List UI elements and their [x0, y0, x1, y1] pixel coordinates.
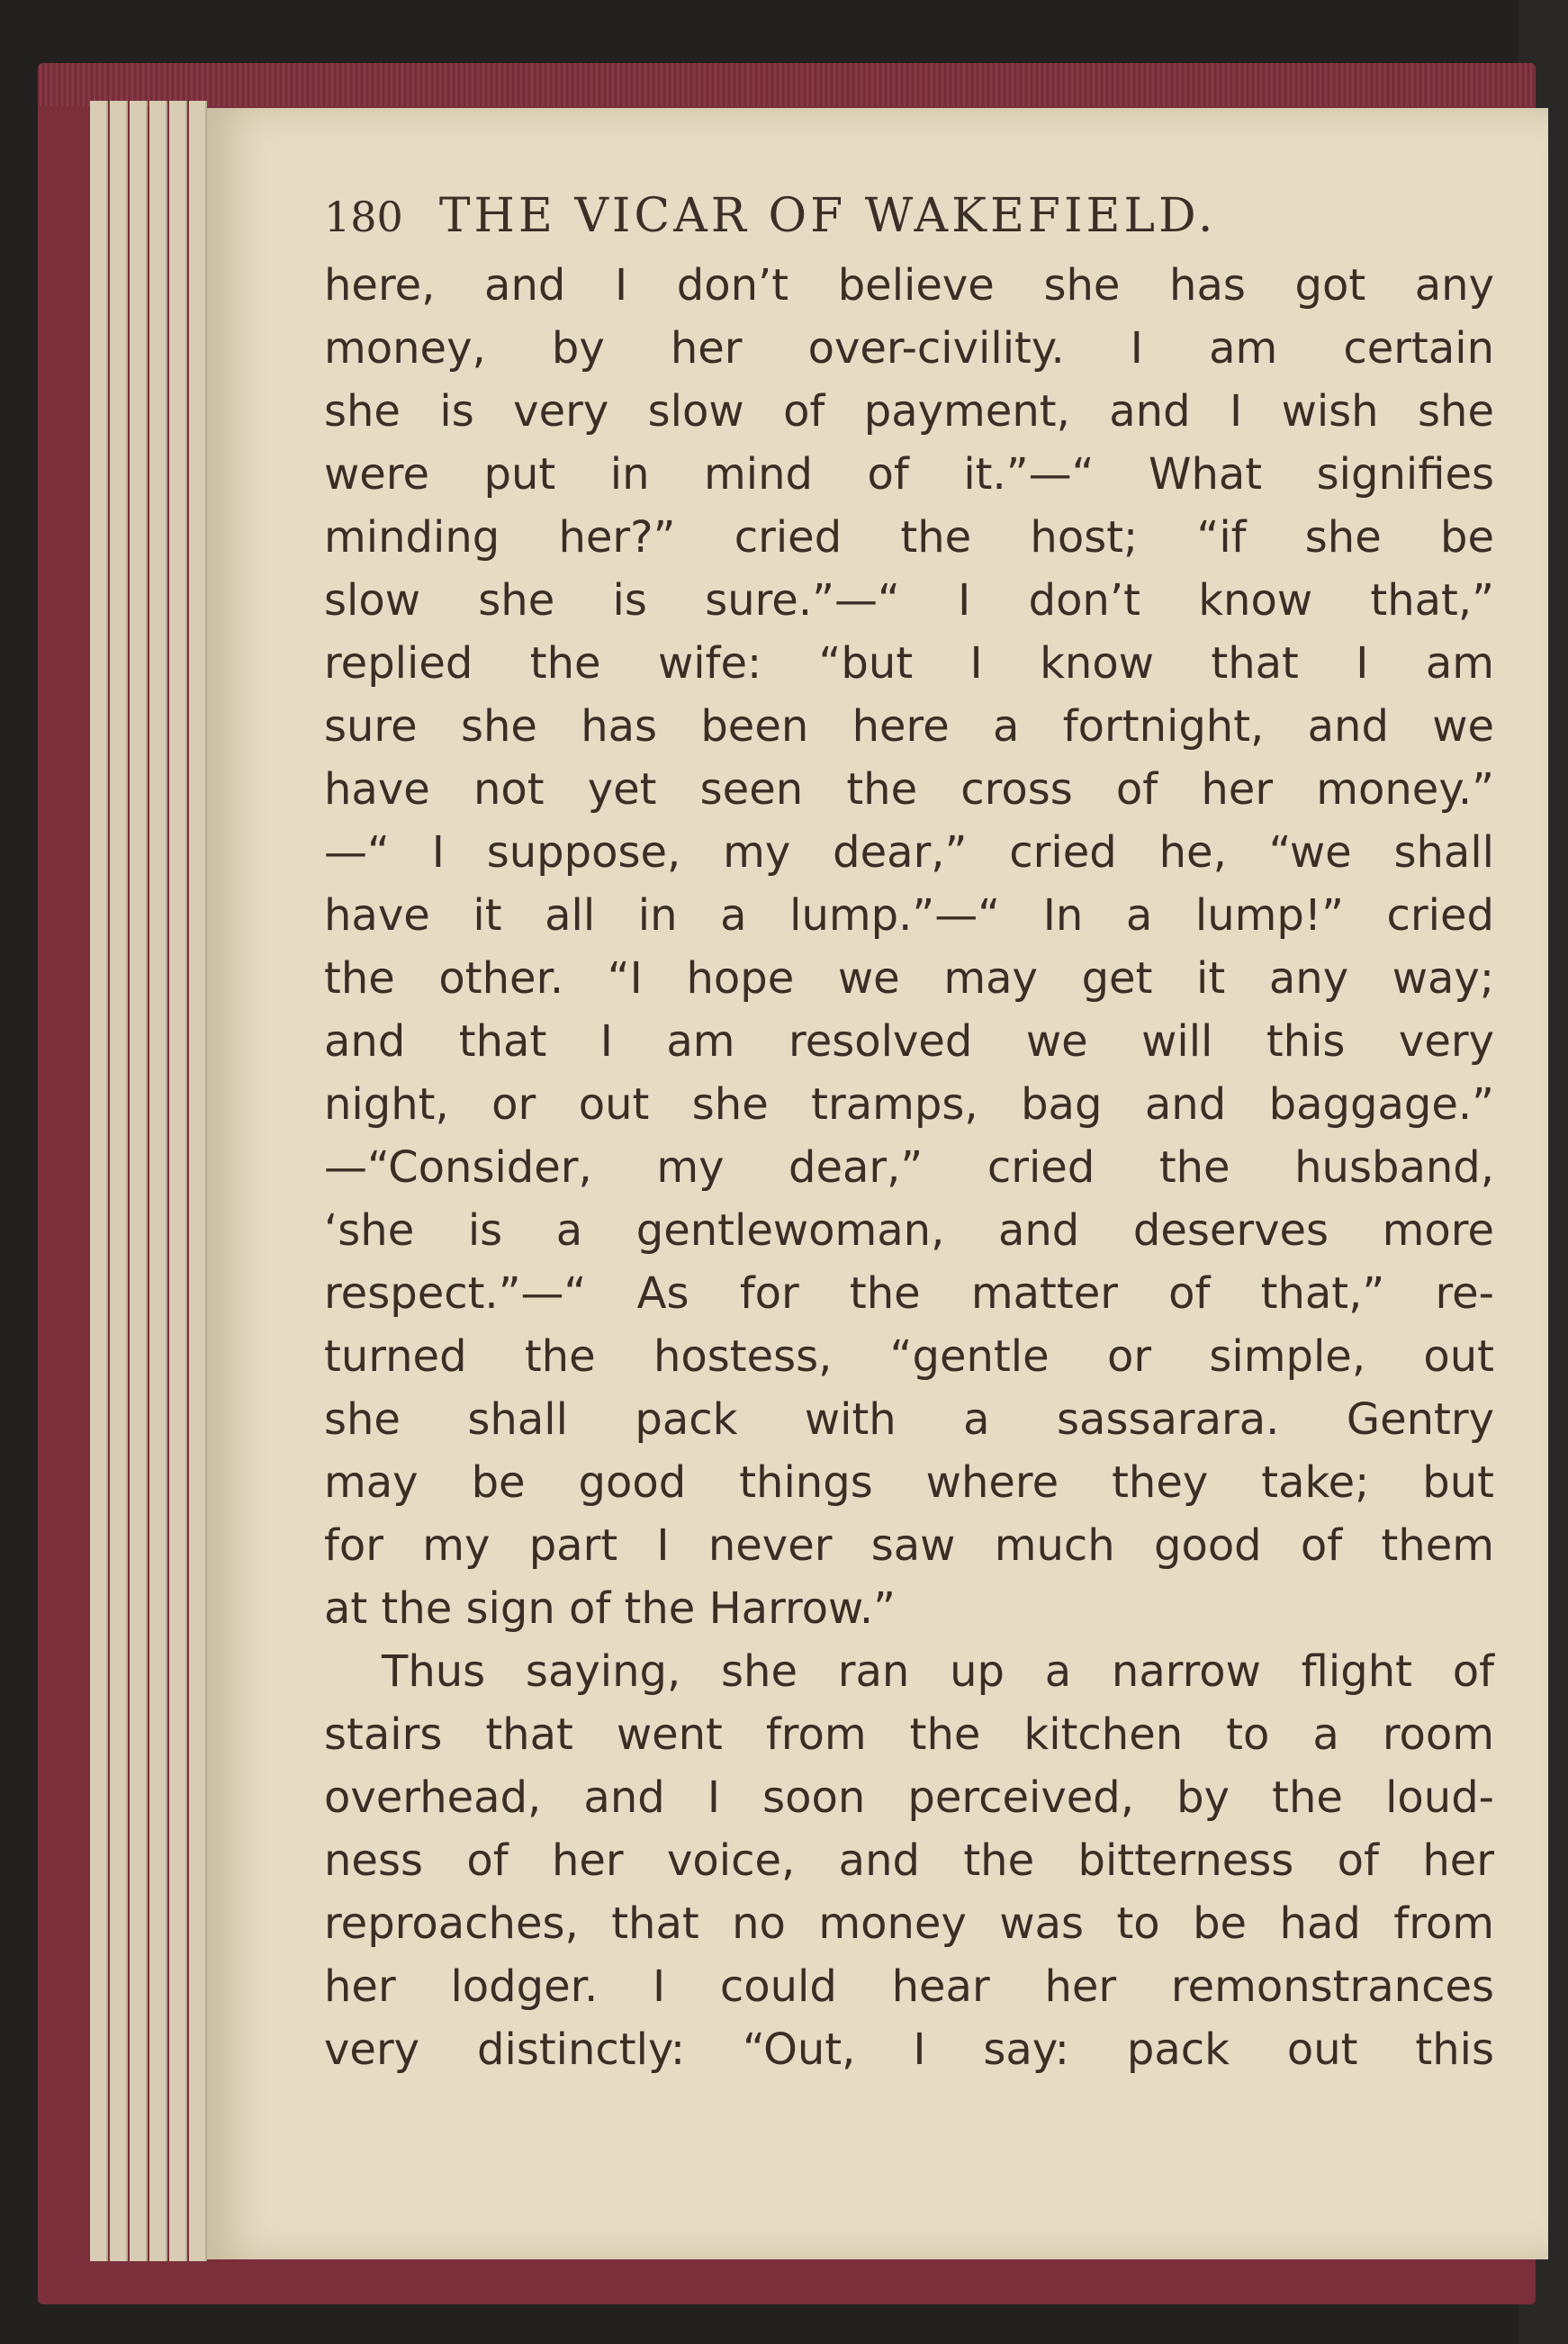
text-line: here, and I don’t believe she has got any	[324, 260, 1494, 311]
text-line: minding her?” cried the host; “if she be	[324, 512, 1494, 563]
page-edge	[169, 101, 187, 2261]
text-line: turned the hostess, “gentle or simple, out	[324, 1331, 1494, 1382]
text-line: have not yet seen the cross of her money.”	[324, 764, 1494, 815]
book-cover-top-edge	[38, 63, 1536, 106]
text-line: replied the wife: “but I know that I am	[324, 638, 1494, 689]
text-line: and that I am resolved we will this very	[324, 1016, 1494, 1067]
page-edge	[149, 101, 167, 2261]
page-edge	[189, 101, 207, 2261]
text-line: she is very slow of payment, and I wish she	[324, 386, 1494, 437]
text-line: were put in mind of it.”—“ What signifies	[324, 449, 1494, 500]
text-line: may be good things where they take; but	[324, 1457, 1494, 1508]
text-line: at the sign of the Harrow.”	[324, 1583, 896, 1634]
text-line: money, by her over-civility. I am certain	[324, 323, 1494, 374]
page-content	[324, 189, 1494, 2081]
text-line: —“Consider, my dear,” cried the husband,	[324, 1142, 1494, 1193]
text-line: stairs that went from the kitchen to a room	[324, 1709, 1494, 1760]
text-line: ness of her voice, and the bitterness of her	[324, 1835, 1494, 1886]
text-line: she shall pack with a sassarara. Gentry	[324, 1394, 1494, 1445]
text-line: very distinctly: “Out, I say: pack out this	[324, 2024, 1494, 2075]
body-text	[324, 254, 1494, 2081]
text-line: respect.”—“ As for the matter of that,” re-	[324, 1268, 1494, 1319]
text-line: her lodger. I could hear her remonstrances	[324, 1961, 1494, 2012]
text-line: reproaches, that no money was to be had from	[324, 1898, 1494, 1949]
text-line: slow she is sure.”—“ I don’t know that,”	[324, 575, 1494, 626]
page-edge	[90, 101, 108, 2261]
page-number: 180	[324, 193, 403, 241]
text-line: ‘she is a gentlewoman, and deserves more	[324, 1205, 1494, 1256]
text-line: —“ I suppose, my dear,” cried he, “we shall	[324, 827, 1494, 878]
text-line: the other. “I hope we may get it any way;	[324, 953, 1494, 1004]
page-edge	[130, 101, 148, 2261]
text-line: overhead, and I soon perceived, by the loud-	[324, 1772, 1494, 1823]
text-line: night, or out she tramps, bag and baggage.”	[324, 1079, 1494, 1130]
book-title: THE VICAR OF WAKEFIELD.	[438, 189, 1217, 243]
book-page	[207, 108, 1548, 2259]
page-edge	[110, 101, 128, 2261]
text-line: sure she has been here a fortnight, and we	[324, 701, 1494, 752]
text-line: Thus saying, she ran up a narrow flight of	[382, 1646, 1494, 1697]
text-line: for my part I never saw much good of them	[324, 1520, 1494, 1571]
text-line: have it all in a lump.”—“ In a lump!” cried	[324, 890, 1494, 941]
running-head	[324, 189, 1494, 243]
